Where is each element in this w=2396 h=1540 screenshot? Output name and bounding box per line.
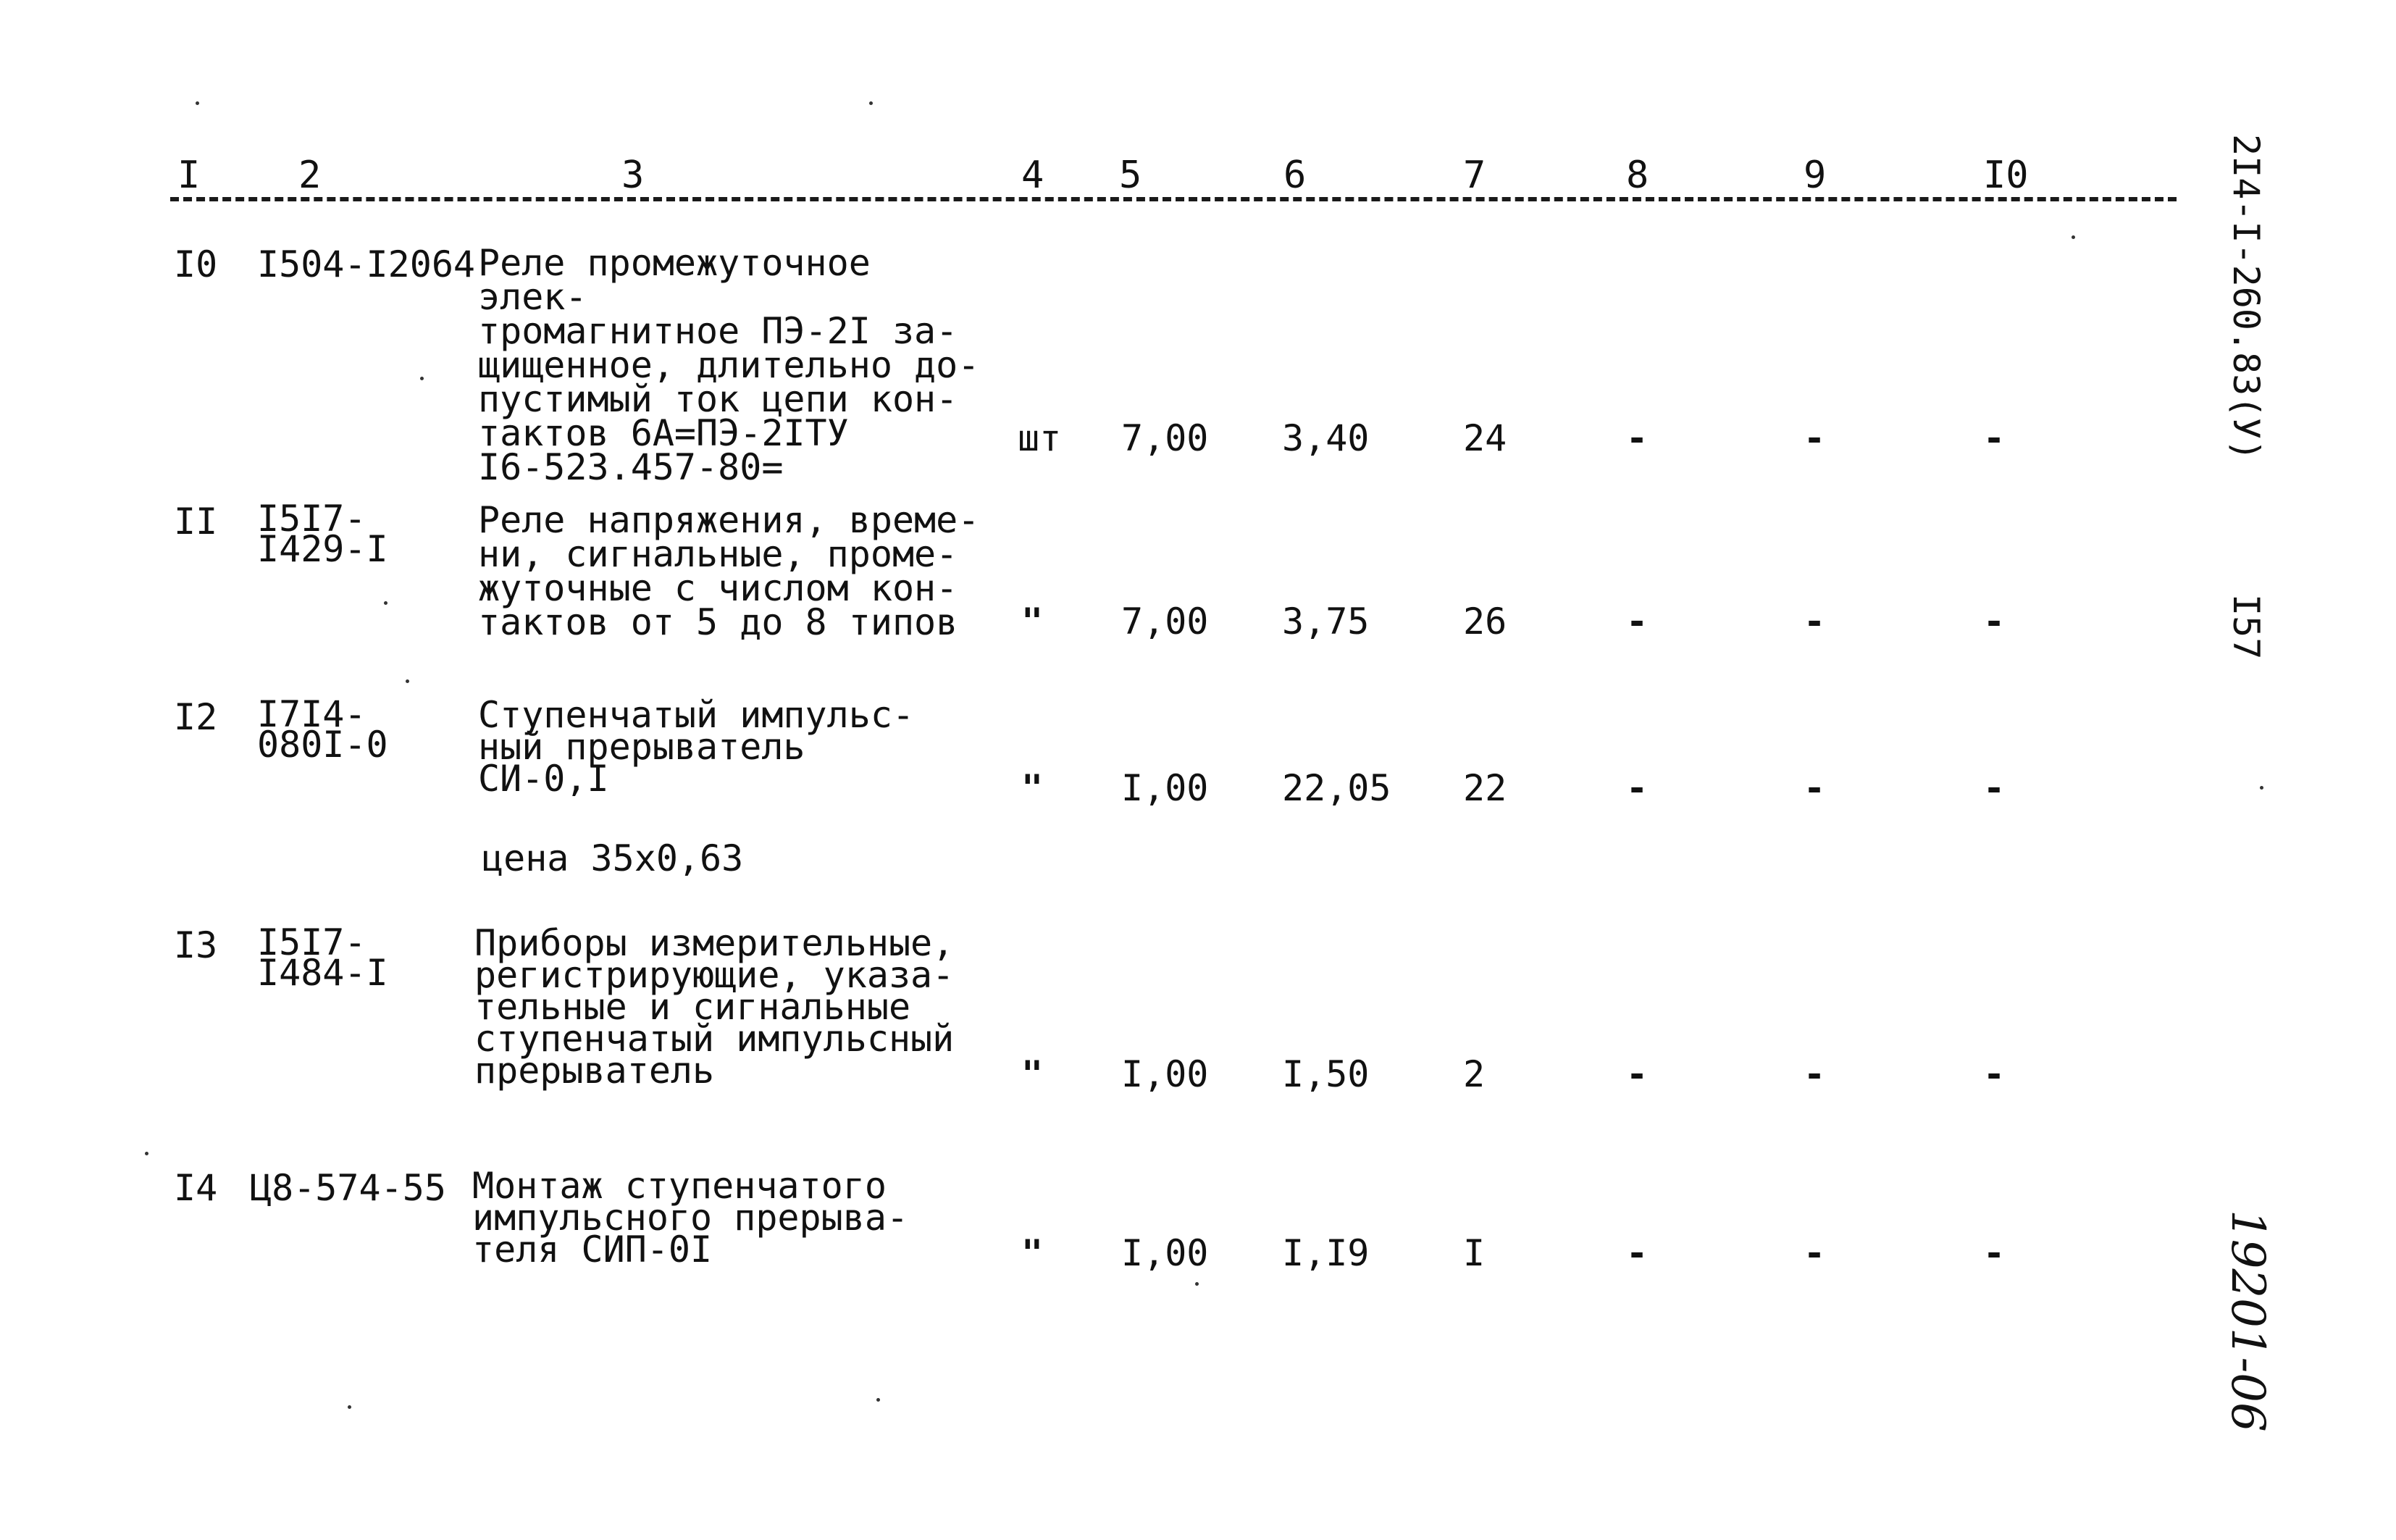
row-col10: - bbox=[1983, 417, 2006, 459]
row-col10: - bbox=[1983, 767, 2006, 809]
row-col10: - bbox=[1983, 1053, 2006, 1095]
row-col7: 22 bbox=[1463, 767, 1507, 809]
row-number: I0 bbox=[174, 243, 218, 285]
margin-page-number: I57 bbox=[2225, 594, 2267, 660]
scan-speck bbox=[2072, 235, 2075, 239]
header-rule bbox=[170, 197, 2177, 201]
row-description: Приборы измерительные, регистрирующие, указа- тельные и сигнальные ступенчатый импульсный прерыватель bbox=[474, 922, 955, 1092]
scan-speck bbox=[196, 101, 199, 105]
row-description: Реле напряжения, време- ни, сигнальные, проме- жуточные с числом кон- тактов от 5 до 8 типов bbox=[478, 499, 980, 643]
col-header-4: 4 bbox=[1021, 154, 1044, 197]
row-unit: " bbox=[1021, 1053, 1044, 1095]
row-col6: 22,05 bbox=[1282, 767, 1391, 809]
row-code: Ц8-574-55 bbox=[250, 1167, 446, 1209]
scan-speck bbox=[2260, 786, 2263, 790]
row-code: I5I7- I484-I bbox=[257, 921, 388, 994]
row-unit: шт bbox=[1018, 417, 1062, 459]
row-col7: 26 bbox=[1463, 600, 1507, 643]
row-col6: 3,40 bbox=[1282, 417, 1370, 459]
row-col9: - bbox=[1804, 1232, 1826, 1274]
row-col9: - bbox=[1804, 600, 1826, 643]
row-unit: " bbox=[1021, 600, 1044, 643]
row-col8: - bbox=[1626, 1232, 1649, 1274]
col-header-10: I0 bbox=[1983, 154, 2029, 197]
col-header-1: I bbox=[177, 154, 201, 197]
row-col5: 7,00 bbox=[1121, 417, 1209, 459]
col-header-8: 8 bbox=[1626, 154, 1649, 197]
scan-speck bbox=[420, 377, 424, 380]
row-col7: 2 bbox=[1463, 1053, 1486, 1095]
row-number: I4 bbox=[174, 1167, 218, 1209]
col-header-9: 9 bbox=[1804, 154, 1827, 197]
row-code: I504-I2064 bbox=[257, 243, 476, 285]
scan-speck bbox=[869, 101, 873, 105]
row-col8: - bbox=[1626, 767, 1649, 809]
scan-speck bbox=[406, 679, 409, 683]
row-col6: I,I9 bbox=[1282, 1232, 1370, 1274]
col-header-2: 2 bbox=[298, 154, 322, 197]
row-number: II bbox=[174, 501, 218, 543]
row-price-note: цена 35х0,63 bbox=[482, 837, 744, 879]
col-header-6: 6 bbox=[1283, 154, 1307, 197]
row-number: I3 bbox=[174, 924, 218, 966]
row-unit: " bbox=[1021, 767, 1044, 809]
margin-doc-code: 2I4-I-260.83(У) bbox=[2225, 134, 2267, 461]
row-col10: - bbox=[1983, 600, 2006, 643]
row-col6: I,50 bbox=[1282, 1053, 1370, 1095]
row-col5: 7,00 bbox=[1121, 600, 1209, 643]
row-col9: - bbox=[1804, 417, 1826, 459]
row-col5: I,00 bbox=[1121, 767, 1209, 809]
scan-speck bbox=[1195, 1282, 1199, 1286]
row-col9: - bbox=[1804, 1053, 1826, 1095]
row-col5: I,00 bbox=[1121, 1053, 1209, 1095]
scan-speck bbox=[876, 1398, 880, 1402]
col-header-7: 7 bbox=[1463, 154, 1486, 197]
row-col7: 24 bbox=[1463, 417, 1507, 459]
row-code: I7I4- 080I-0 bbox=[257, 693, 388, 766]
col-header-5: 5 bbox=[1119, 154, 1142, 197]
row-col5: I,00 bbox=[1121, 1232, 1209, 1274]
scan-speck bbox=[145, 1152, 148, 1155]
row-col8: - bbox=[1626, 417, 1649, 459]
col-header-3: 3 bbox=[621, 154, 645, 197]
row-col10: - bbox=[1983, 1232, 2006, 1274]
row-code: I5I7- I429-I bbox=[257, 498, 388, 570]
row-description: Ступенчатый импульс- ный прерыватель СИ-0,I bbox=[478, 694, 915, 800]
row-col7: I bbox=[1463, 1232, 1486, 1274]
row-number: I2 bbox=[174, 696, 218, 738]
row-col8: - bbox=[1626, 600, 1649, 643]
row-description: Монтаж ступенчатого импульсного прерыва- теля СИП-0I bbox=[472, 1165, 909, 1271]
row-col8: - bbox=[1626, 1053, 1649, 1095]
row-unit: " bbox=[1021, 1232, 1044, 1274]
scan-speck bbox=[348, 1405, 351, 1409]
row-col6: 3,75 bbox=[1282, 600, 1370, 643]
scan-speck bbox=[384, 601, 388, 605]
row-description: Реле промежуточное элек- тромагнитное ПЭ-2I за- щищенное, длительно до- пустимый ток цепи кон- тактов 6А=ПЭ-2IТУ I6-523.457-80= bbox=[478, 242, 980, 488]
margin-stamp-number: 19201-06 bbox=[2221, 1210, 2274, 1432]
row-col9: - bbox=[1804, 767, 1826, 809]
